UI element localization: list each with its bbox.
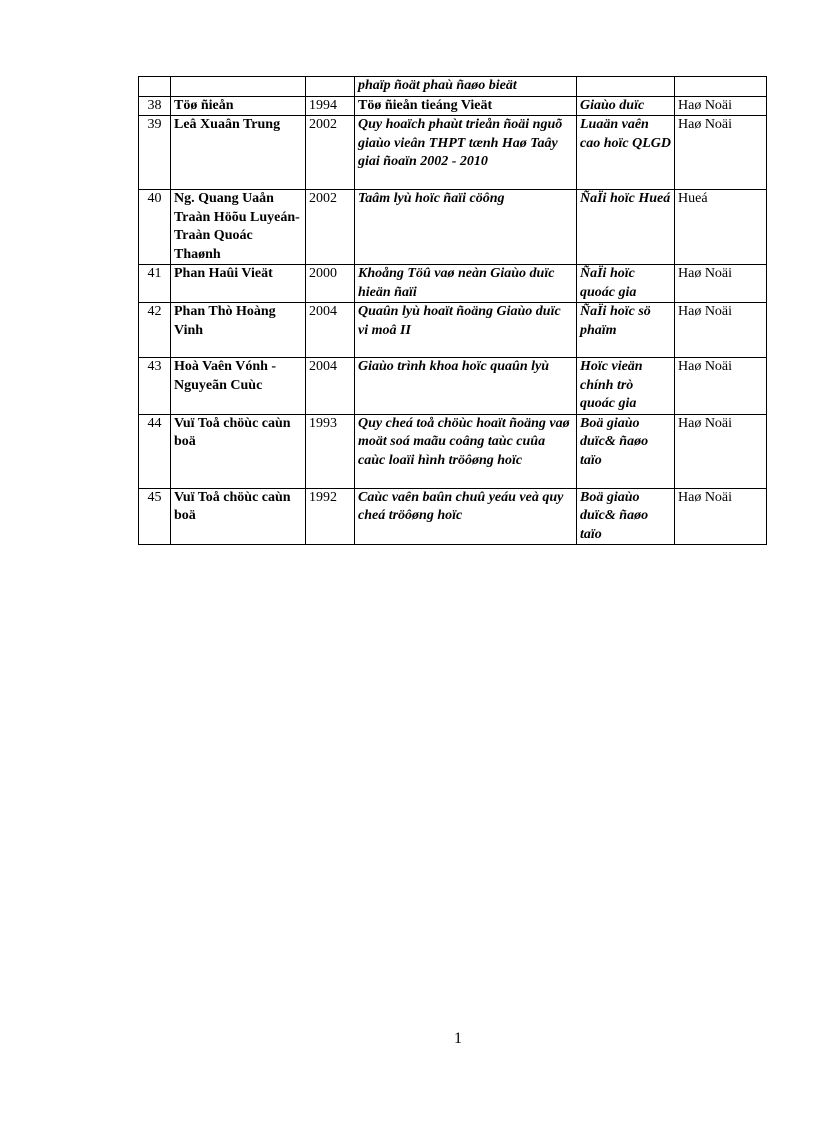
author-cell: Phan Thò Hoàng Vinh [171,303,306,358]
publisher-cell: ÑaÏi hoïc Hueá [577,190,675,265]
ref-number: 42 [139,303,171,358]
year-cell: 2002 [306,116,355,190]
place-cell: Haø Noäi [675,96,767,116]
author-cell: Töø ñieån [171,96,306,116]
title-cell: Quaûn lyù hoaït ñoäng Giaùo duïc vi moâ II [355,303,577,358]
title-cell: Töø ñieån tieáng Vieät [355,96,577,116]
table-row [139,265,767,303]
year-cell: 2004 [306,303,355,358]
place-cell: Haø Noäi [675,303,767,358]
publisher-cell: Hoïc vieän chính trò quoác gia [577,358,675,415]
year-cell: 2002 [306,190,355,265]
publisher-cell: Giaùo duïc [577,96,675,116]
publisher-cell [577,77,675,97]
ref-number [139,77,171,97]
author-cell [171,77,306,97]
place-cell: Hueá [675,190,767,265]
title-cell: Quy hoaïch phaùt trieån ñoäi nguõ giaùo vieân THPT tænh Haø Taây giai ñoaïn 2002 - 2010 [355,116,577,190]
publisher-cell: Boä giaùo duïc& ñaøo taïo [577,414,675,488]
table-row [139,303,767,358]
publisher-cell: Luaän vaên cao hoïc QLGD [577,116,675,190]
ref-number: 40 [139,190,171,265]
place-cell: Haø Noäi [675,358,767,415]
page-number: 1 [454,1030,462,1047]
table-row [139,190,767,265]
year-cell: 1992 [306,488,355,545]
author-cell: Ng. Quang Uaån Traàn Höõu Luyeán- Traàn Quoác Thaønh [171,190,306,265]
table-row [139,96,767,116]
author-cell: Vuï Toå chöùc caùn boä [171,414,306,488]
table-row [139,116,767,190]
place-cell: Haø Noäi [675,414,767,488]
title-cell: Quy cheá toå chöùc hoaït ñoäng vaø moät soá maãu coâng taùc cuûa caùc loaïi hình tröôøng hoïc [355,414,577,488]
title-cell: Taâm lyù hoïc ñaïi cöông [355,190,577,265]
table-row [139,414,767,488]
author-cell: Vuï Toå chöùc caùn boä [171,488,306,545]
title-cell: Khoång Töû vaø neàn Giaùo duïc hieän ñaïi [355,265,577,303]
publisher-cell: ÑaÏi hoïc sö phaïm [577,303,675,358]
year-cell: 1994 [306,96,355,116]
reference-table [138,76,767,545]
publisher-cell: Boä giaùo duïc& ñaøo taïo [577,488,675,545]
place-cell: Haø Noäi [675,488,767,545]
author-cell: Phan Haûi Vieät [171,265,306,303]
author-cell: Hoà Vaên Vónh - Nguyeãn Cuùc [171,358,306,415]
ref-number: 39 [139,116,171,190]
title-cell: phaïp ñoät phaù ñaøo bieät [355,77,577,97]
year-cell: 2000 [306,265,355,303]
publisher-cell: ÑaÏi hoïc quoác gia [577,265,675,303]
table-row [139,358,767,415]
ref-number: 44 [139,414,171,488]
year-cell: 1993 [306,414,355,488]
year-cell: 2004 [306,358,355,415]
title-cell: Giaùo trình khoa hoïc quaûn lyù [355,358,577,415]
place-cell: Haø Noäi [675,116,767,190]
place-cell: Haø Noäi [675,265,767,303]
place-cell [675,77,767,97]
table-row [139,488,767,545]
reference-table-body [139,77,767,545]
title-cell: Caùc vaên baûn chuû yeáu veà quy cheá tröôøng hoïc [355,488,577,545]
ref-number: 38 [139,96,171,116]
table-row [139,77,767,97]
ref-number: 45 [139,488,171,545]
year-cell [306,77,355,97]
ref-number: 43 [139,358,171,415]
author-cell: Leâ Xuaân Trung [171,116,306,190]
ref-number: 41 [139,265,171,303]
